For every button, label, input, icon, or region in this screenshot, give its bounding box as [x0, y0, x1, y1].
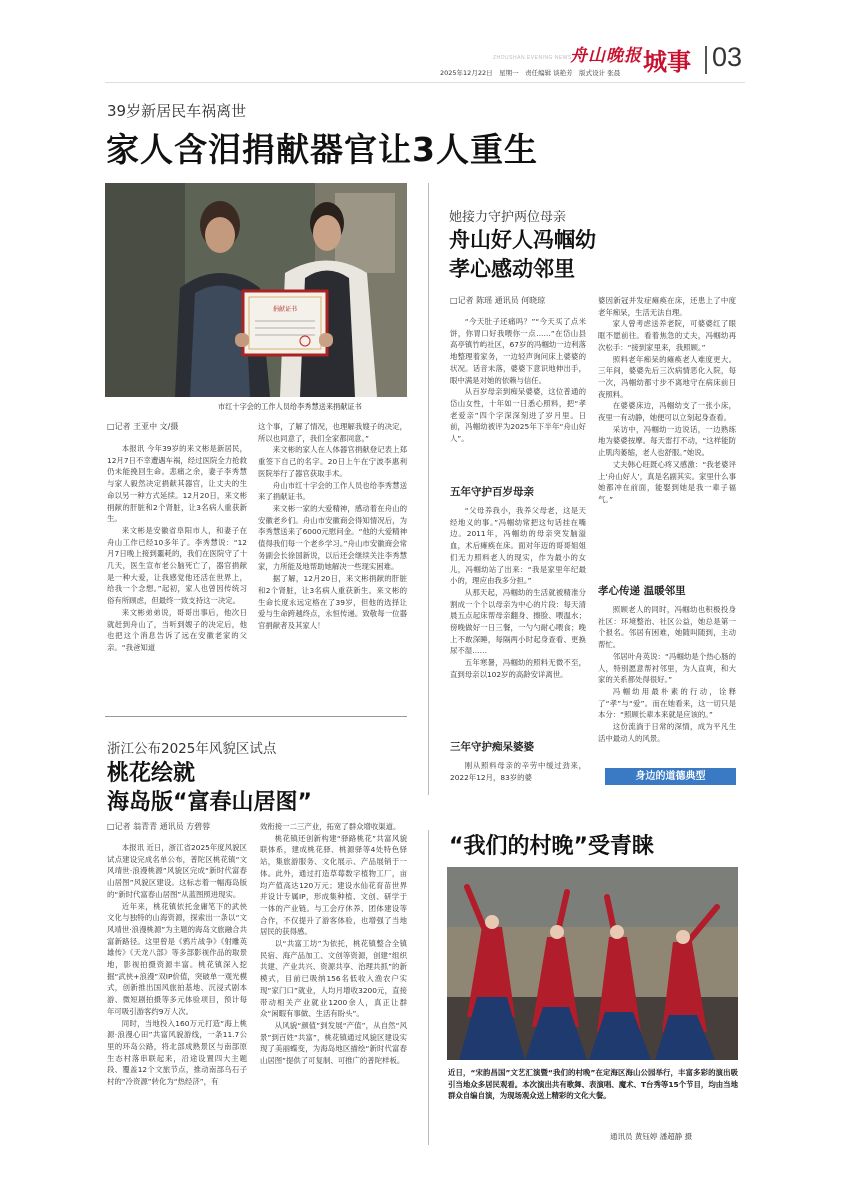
paragraph: 从风貌“颜值”到发展“产值”，从自然“风景”到百姓“共富”，桃花镇通过风貌区建设实现了美丽蝶变，为海岛地区描绘“新时代富春山居图”提供了可复制、可推广的普陀样板。 — [260, 1020, 407, 1066]
article2-column-1-end — [450, 760, 586, 788]
article3-byline: □记者 翁青青 通讯员 方碧蓉 — [107, 822, 211, 831]
paragraph: 来文彬的家人在人体器官捐献登记表上郑重签下自己的名字。20日上午在宁波李惠利医院举行了器官获取手术。 — [258, 445, 407, 478]
paragraph: 婆因新冠并发症瘫痪在床，还患上了中度老年痴呆，生活无法自理。 — [598, 296, 736, 317]
paragraph: 照料老年痴呆的瘫痪老人难度更大。三年间，婆婆先后三次病情恶化入院，每一次，冯帼幼都寸步不离地守在病床前日夜照料。 — [598, 354, 736, 399]
paragraph: 以“共富工坊”为依托，桃花镇整合全镇民宿、海产品加工、文创等资源，创建“组织共建、产业共兴、资源共享、治理共抓”的新模式，目前已吸纳156名低收入渔农户实现“家门口”就业，人均月增收3200元，直接带动相关产业就业1200余人，真正让群众“闲暇有事做、生活有盼头”。 — [260, 939, 407, 1019]
paragraph: 邻居叶舟英说：“冯帼幼是个热心肠的人，特别愿意帮衬邻里，为人直爽，和大家的关系都处得很好。” — [598, 651, 736, 685]
certificate-title: 捐献证书 — [272, 306, 298, 313]
article2-headline-1: 舟山好人冯帼幼 — [449, 228, 596, 252]
article4-photo-credit: 通讯员 黄钰婷 潘超静 摄 — [610, 1132, 693, 1141]
paragraph: 从那天起，冯帼幼的生活就被精准分割成一个个以母亲为中心的片段：每天清晨五点起床帮母亲翻身、擦脸、喂温水；傍晚做好一日三餐，一勺勺耐心喂食；晚上不敢深睡，每隔两小时起身查看、更换尿不湿…… — [450, 587, 586, 656]
paragraph: “父母养我小，我养父母老，这是天经地义的事。”冯帼幼常把这句话挂在嘴边。2011年，冯帼幼的母亲突发脑溢血，术后瘫痪在床。面对年迈的哥哥姐姐们无力照料老人的现实，作为最小的女儿，冯帼幼站了出来：“我是家里年纪最小的，理应由我多分担。” — [450, 506, 586, 586]
paragraph: 同时，当地投入160万元打造“海上桃源·浪漫心田”共富风貌游线，一条11.7公里的环岛公路，将北部成熟景区与南部原生态村落串联起来，沿途设置四大主题段、覆盖12个文旅节点，推动南部乌石子村的“冷资源”转化为“热经济”，有 — [107, 1018, 247, 1087]
article3-headline-1: 桃花绘就 — [107, 761, 196, 786]
article2-byline: □记者 陈瑶 通讯员 何晓琼 — [450, 296, 546, 305]
masthead-logo: 舟山晚报 — [570, 46, 642, 66]
paragraph: 近年来，桃花镇依托金庸笔下的武侠文化与独特的山海资源，探索出一条以“文风靖世·浪漫桃源”为主题的海岛文旅融合共富新路径。这里曾是《鸦片战争》《射雕英雄传》《天龙八部》等多部影视作品的取景地，影视拍摄资源丰富。桃花镇深入挖掘“武侠+浪漫”双IP价值，突破单一观光模式，创新推出国风旅拍基地、沉浸式剧本游、微短剧拍摄等多元体验项目，预计每年可吸引游客约9万人次。 — [107, 901, 247, 1016]
masthead-divider — [705, 46, 707, 74]
article4-headline: “我们的村晚”受青睐 — [449, 834, 654, 859]
article2-column-2-top — [598, 295, 736, 571]
article3-kicker: 浙江公布2025年风貌区试点 — [107, 741, 277, 757]
paragraph: 效衔接一二三产业，拓宽了群众增收渠道。 — [260, 822, 401, 831]
column-divider — [428, 830, 429, 1145]
article1-kicker: 39岁新居民车祸离世 — [107, 102, 247, 120]
article4-caption: 近日，“宋韵昌国”文艺汇演暨“我们的村晚”在定海区海山公园举行，丰富多彩的演出吸引当地众多居民观看。本次演出共有歌舞、表演唱、魔术、T台秀等15个节目，均由当地群众自编自演，为现场观众送上精彩的文化大餐。 — [448, 1068, 738, 1100]
masthead-info: 2025年12月22日 星期一 责任编辑 谈艳芳 版式设计 张晨 — [440, 69, 621, 77]
paragraph: 本报讯 近日，浙江省2025年度风貌区试点建设完成名单公布，普陀区桃花镇“文风靖世·浪漫桃源”风貌区完成“新时代富春山居图”风貌区建设。这标志着一幅海岛版的“新时代富春山居图”从蓝图照进现实。 — [107, 843, 247, 899]
masthead-rule — [105, 82, 745, 83]
article2-headline-2: 孝心感动邻里 — [449, 257, 575, 281]
article1-column-2 — [258, 421, 407, 705]
article1-byline: □记者 王亚中 文/摄 — [107, 422, 179, 431]
paragraph: 家人曾考虑送养老院，可婆婆红了眼眶不愿前往。看着焦急的丈夫，冯帼幼再次松手：“接到家里来，我照顾。” — [598, 319, 736, 352]
paragraph: 在婆婆床边，冯帼幼支了一张小床，夜里一有动静，她便可以立刻起身查看。 — [598, 401, 736, 423]
paragraph: 来文彬弟弟说，哥哥出事后，他次日就赶到舟山了，当听到嫂子的决定后，他也把这个消息告诉了远在安徽老家的父亲。“我爸知道 — [107, 607, 247, 652]
section-title: 城事 — [643, 47, 691, 76]
paragraph: 桃花镇还创新构建“驿路桃花”共富风貌联体系，建成桃花驿、桃源驿等4处特色驿站，集旅游服务、文化展示、产品展销于一体。此外，通过打造草莓数字植物工厂，亩均产值高达120万元；建设水仙花育苗世界并设计专属IP，形成集种植、文创、研学于一体的产业链。与工会疗休养、团体建设等合作，不仅提升了游客体验，也增强了当地居民的获得感。 — [260, 833, 407, 937]
paragraph: 这份流淌于日常的深情，成为平凡生活中最动人的风景。 — [598, 722, 736, 743]
article1-column-1 — [107, 443, 247, 705]
article1-photo — [105, 183, 407, 397]
paragraph: “今天肚子还痛吗？”“今天买了点米饼，你胃口好我喂你一点……”在岱山县高亭镇竹屿社区，67岁的冯帼幼一边利落地整理着家务，一边轻声询问床上婆婆的状况。话音未落，婆婆下意识地伸出手，眼中满是对她的依赖与信任。 — [450, 317, 586, 385]
article4-photo — [447, 867, 738, 1060]
article2-column-2-bottom — [598, 604, 736, 764]
paragraph: 冯帼幼用最朴素的行动，诠释了“孝”与“爱”。而在她看来，这一切只是本分：“照顾长辈本来就是应该的。” — [598, 686, 736, 720]
paragraph: 本报讯 今年39岁的来文彬是新居民，12月7日不幸遭遇车祸，经过医院全力抢救仍未能挽回生命。悲痛之余，妻子李秀慧与家人毅然决定捐献其器官，让丈夫的生命以另一种方式延续。12月20日，来文彬捐献的肝脏和2个肾脏，让3名病人重获新生。 — [107, 444, 247, 524]
section-divider — [105, 716, 407, 717]
masthead-english: ZHOUSHAN EVENING NEWS — [493, 55, 572, 61]
article2-subhead-3: 孝心传递 温暖邻里 — [598, 585, 686, 597]
photo-illustration — [447, 867, 738, 1060]
article3-headline-2: 海岛版“富春山居图” — [107, 790, 312, 815]
moral-model-badge: 身边的道德典型 — [605, 768, 736, 785]
article2-column-1-mid — [450, 505, 586, 730]
photo-illustration — [105, 183, 407, 397]
paragraph: 丈夫韩心旺既心疼又感激：“我老婆评上‘舟山好人’，真是名副其实。家里什么事她都冲在前面，能娶到她是我一辈子福气。” — [598, 459, 736, 504]
article1-photo-caption: 市红十字会的工作人员给李秀慧送来捐献证书 — [218, 402, 362, 411]
page-number: 03 — [712, 42, 743, 72]
paragraph: 照顾老人的同时，冯帼幼也积极投身社区：环境整治、社区公益，她总是第一个报名。邻居有困难，她随叫随到，主动帮忙。 — [598, 605, 736, 650]
paragraph: 据了解，12月20日，来文彬捐献的肝脏和2个肾脏，让3名病人重获新生。来文彬的生命长度永远定格在了39岁，但他的选择让爱与生命跨越终点，永恒传递。致敬每一位器官捐献者及其家人！ — [258, 574, 407, 630]
paragraph: 来文彬一家的大爱精神，感动着在舟山的安徽老乡们。舟山市安徽商会得知情况后，为李秀慧送来了6000元慰问金。“他的大爱精神值得我们每一个老乡学习。”舟山市安徽商会常务副会长徐国新说，以后还会继续关注李秀慧家，力所能及地帮助她解决一些现实困难。 — [258, 503, 407, 572]
paragraph: 舟山市红十字会的工作人员也给李秀慧送来了捐献证书。 — [258, 480, 407, 502]
paragraph: 来文彬是安徽省阜阳市人，和妻子在舟山工作已经10多年了。李秀慧说：“12月7日晚上接到噩耗的，我们在医院守了十几天，医生宣布老公脑死亡了，器官捐献是一种大爱，让我感觉他还活在世界上，给我一个念想。”起初，家人也曾因传统习俗有所顾虑，但最终一致支持这一决定。 — [107, 525, 247, 606]
paragraph: 刚从照料母亲的辛劳中缓过劲来，2022年12月，83岁的婆 — [450, 761, 586, 782]
article1-headline: 家人含泪捐献器官让3人重生 — [106, 130, 538, 169]
article2-column-1-intro — [450, 316, 586, 479]
article2-subhead-1: 五年守护百岁母亲 — [450, 486, 534, 498]
column-divider — [428, 183, 429, 795]
paragraph: 采访中，冯帼幼一边说话，一边熟练地为婆婆按摩。每天雷打不动，“这样能防止肌肉萎缩，老人也舒服。”她说。 — [598, 424, 736, 458]
article3-column-2 — [260, 821, 407, 1147]
paragraph: 从百岁母亲到痴呆婆婆，这位普通的岱山女性，十年如一日悉心照料，把“孝老爱亲”四个字深深刻进了岁月里。日前，冯帼幼被评为2025年下半年“舟山好人”。 — [450, 387, 586, 444]
paragraph: 这个事，了解了情况，也理解我嫂子的决定，所以也同意了，我们全家都同意。” — [258, 422, 407, 443]
article2-kicker: 她接力守护两位母亲 — [449, 210, 567, 225]
article2-subhead-2: 三年守护痴呆婆婆 — [450, 741, 534, 753]
paragraph: 五年寒暑，冯帼幼的照料无微不至，直到母亲以102岁的高龄安详离世。 — [450, 658, 586, 679]
article3-column-1 — [107, 842, 247, 1147]
